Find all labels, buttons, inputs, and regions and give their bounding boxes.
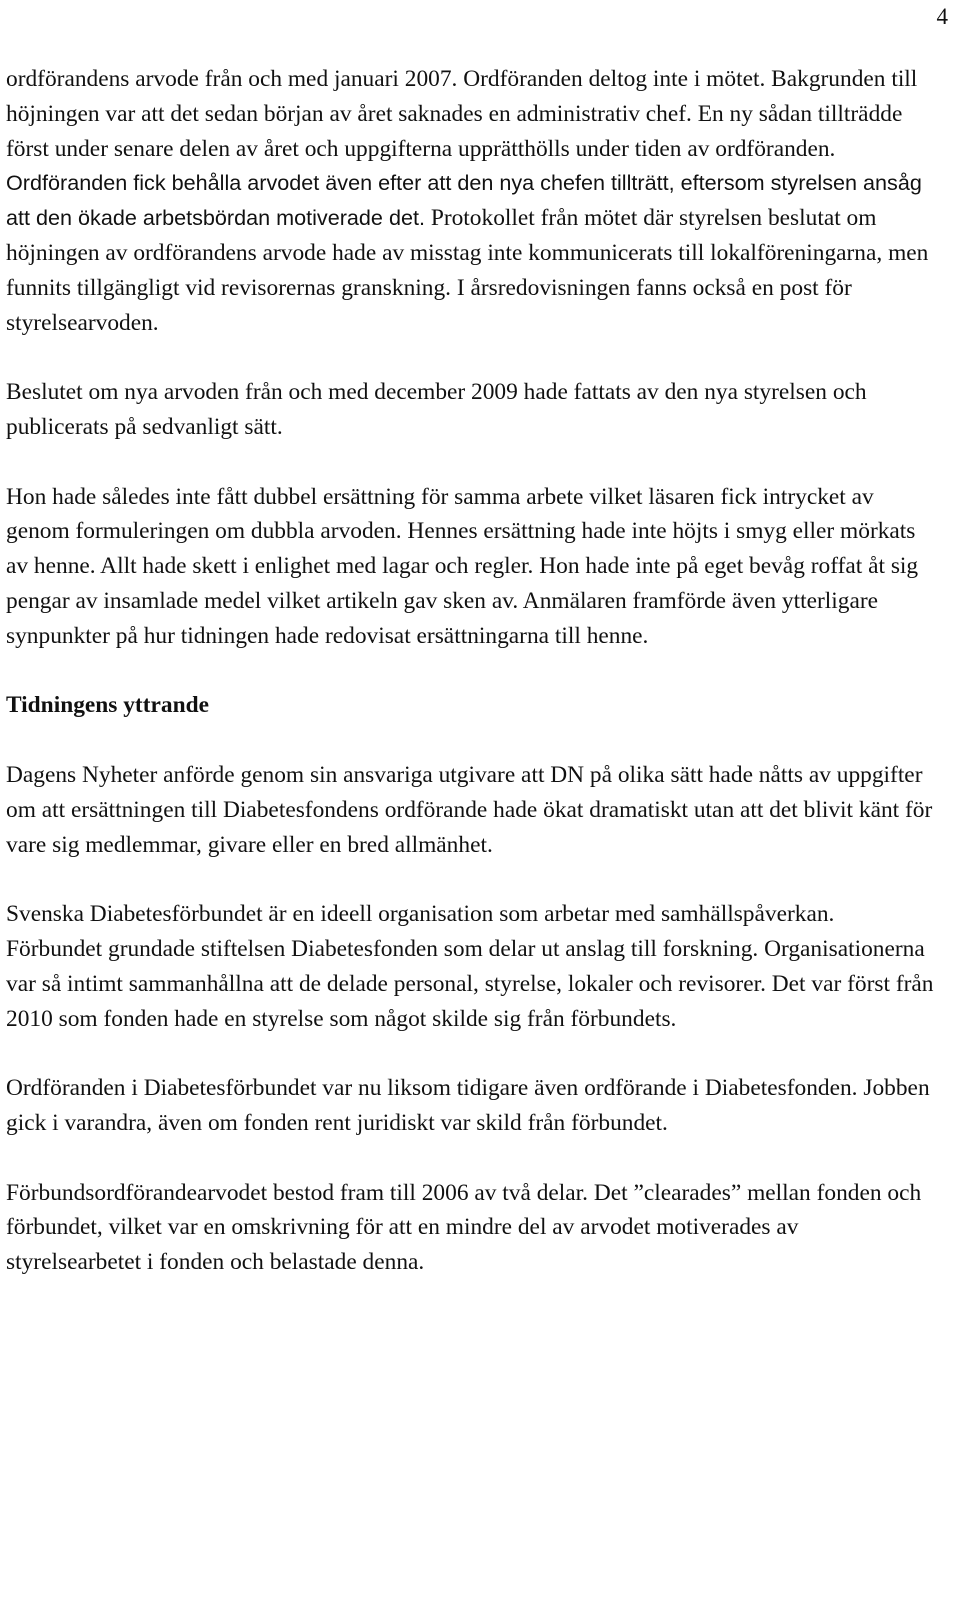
- paragraph-1-text-serif: ordförandens arvode från och med januari 2007. Ordföranden deltog inte i mötet. Bakgrunden till höjningen var att det sedan början av året saknades en administrativ chef. En ny sådan tillträdde först under senare delen av året och uppgifterna upprätthölls under tiden av ordföranden.: [6, 66, 918, 162]
- page-number: 4: [936, 4, 948, 29]
- section-heading: Tidningens yttrande: [6, 692, 209, 719]
- paragraph-2: Beslutet om nya arvoden från och med december 2009 hade fattats av den nya styrelsen och publicerats på sedvanligt sätt.: [6, 379, 867, 440]
- paragraph-6: Ordföranden i Diabetesförbundet var nu liksom tidigare även ordförande i Diabetesfonden. Jobben gick i varandra, även om fonden rent juridiskt var skild från förbundet.: [6, 1075, 930, 1136]
- paragraph-1-text-serif-end: Protokollet från mötet där styrelsen beslutat om höjningen av ordförandens arvode hade av misstag inte kommunicerats till lokalföreningarna, men funnits tillgängligt vid revisorernas granskning. I årsredovisningen fanns också en post för styrelsearvoden.: [6, 205, 929, 336]
- paragraph-1: [6, 62, 936, 340]
- paragraph-5: Svenska Diabetesförbundet är en ideell organisation som arbetar med samhällspåverkan. Förbundet grundade stiftelsen Diabetesfonden som delar ut anslag till forskning. Organisationerna var så intimt sammanhållna att de delade personal, styrelse, lokaler och revisorer. Det var först från 2010 som fonden hade en styrelse som något skilde sig från förbundets.: [6, 901, 934, 1032]
- paragraph-1-text-sans: Ordföranden fick behålla arvodet även efter att den nya chefen tillträtt, eftersom styrelsen ansåg att den ökade arbetsbördan motiverade det.: [6, 170, 922, 231]
- paragraph-7: Förbundsordförandearvodet bestod fram till 2006 av två delar. Det ”clearades” mellan fonden och förbundet, vilket var en omskrivning för att en mindre del av arvodet motiverades av styrelsearbetet i fonden och belastade denna.: [6, 1179, 922, 1276]
- paragraph-3: Hon hade således inte fått dubbel ersättning för samma arbete vilket läsaren fick intrycket av genom formuleringen om dubbla arvoden. Hennes ersättning hade inte höjts i smyg eller mörkats av henne. Allt hade skett i enlighet med lagar och regler. Hon hade inte på eget bevåg roffat åt sig pengar av insamlade medel vilket artikeln gav sken av. Anmälaren framförde även ytterligare synpunkter på hur tidningen hade redovisat ersättningarna till henne.: [6, 483, 919, 649]
- paragraph-4: Dagens Nyheter anförde genom sin ansvariga utgivare att DN på olika sätt hade nåtts av uppgifter om att ersättningen till Diabetesfondens ordförande hade ökat dramatiskt utan att det blivit känt för vare sig medlemmar, givare eller en bred allmänhet.: [6, 761, 933, 858]
- document-body: [6, 62, 936, 1315]
